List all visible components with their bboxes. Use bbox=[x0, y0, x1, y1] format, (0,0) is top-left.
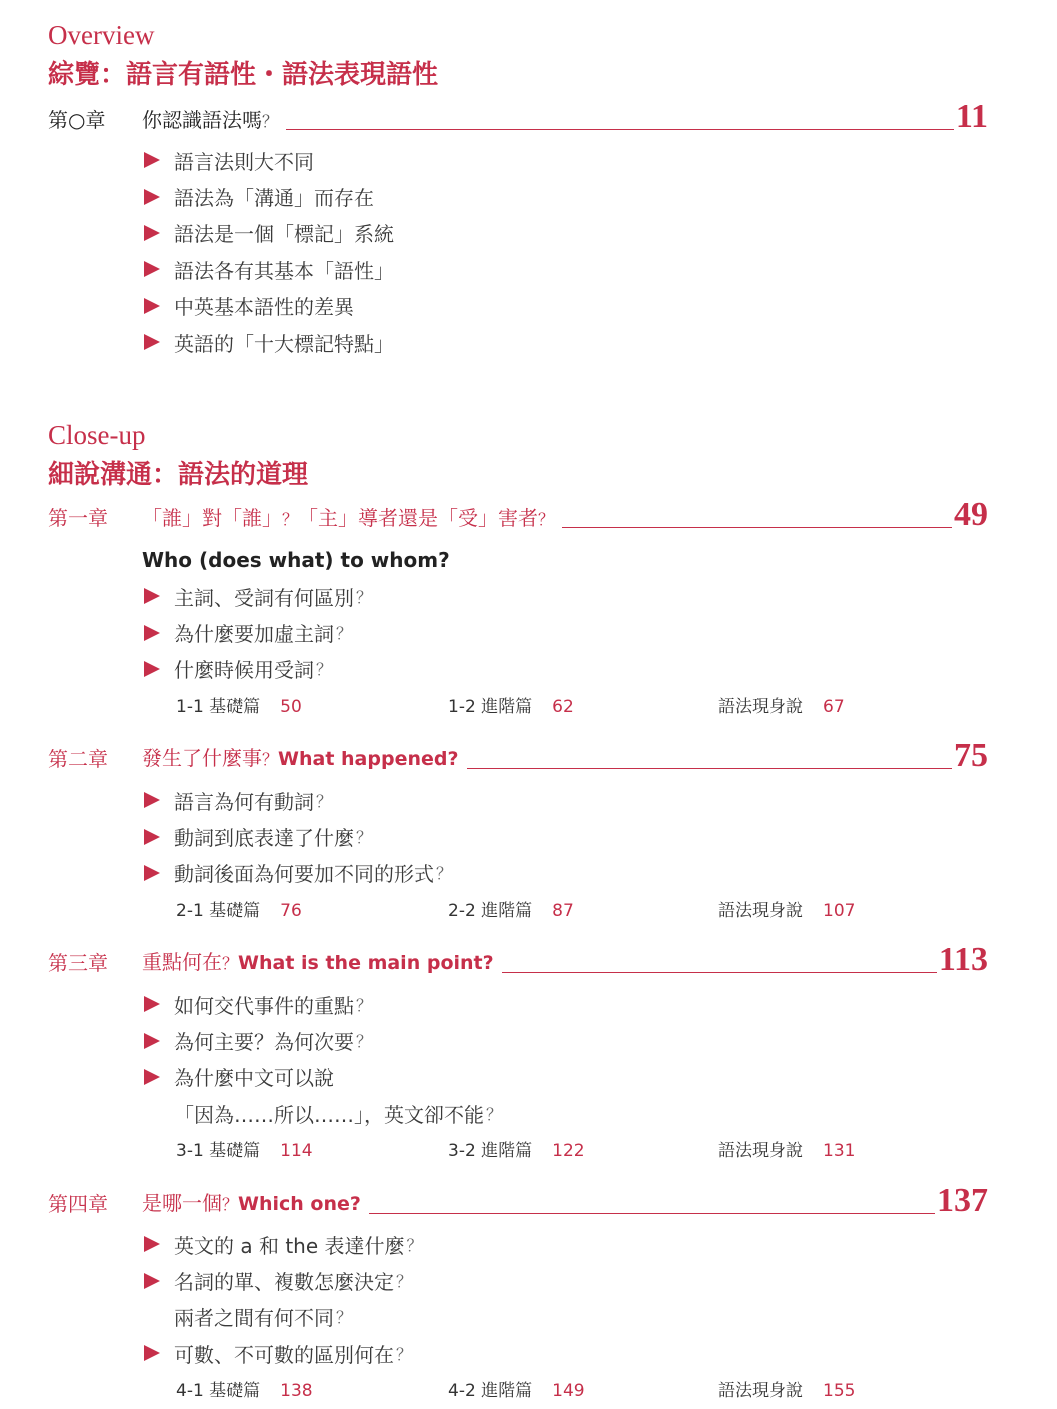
chapter-0-leader-line bbox=[286, 129, 954, 130]
chapter-0-row[interactable] bbox=[48, 96, 988, 136]
arrow-bullet-icon bbox=[144, 792, 160, 808]
chapter-1-title-part: 「主」導者還是「受」害者 bbox=[298, 506, 539, 530]
arrow-bullet-icon bbox=[144, 1236, 160, 1252]
list-item bbox=[142, 324, 394, 360]
bullet-q: ？ bbox=[356, 1032, 373, 1052]
list-item bbox=[142, 782, 452, 818]
chapter-4-title-en: Which one? bbox=[238, 1193, 361, 1215]
arrow-bullet-icon bbox=[144, 829, 160, 845]
chapter-2-sections bbox=[176, 899, 896, 923]
chapter-3-label: 第三章 bbox=[48, 951, 108, 975]
bullet-q: ？ bbox=[396, 1344, 413, 1364]
chapter-4-sections bbox=[176, 1379, 896, 1403]
bullet-text: 名詞的單、複數怎麼決定 bbox=[174, 1270, 394, 1295]
bullet-q: ？ bbox=[316, 660, 333, 680]
chapter-4-title-q: ？ bbox=[222, 1195, 239, 1214]
chapter-4-title bbox=[142, 1193, 361, 1220]
section-label: 語法現身說 bbox=[718, 901, 803, 921]
chapter-0-label: 第○章 bbox=[48, 108, 106, 132]
section-label: 2-2 進階篇 bbox=[448, 901, 533, 921]
chapter-3-page: 113 bbox=[938, 941, 988, 978]
section-label: 4-1 基礎篇 bbox=[176, 1381, 261, 1401]
arrow-bullet-icon bbox=[144, 1033, 160, 1049]
bullet-text: 什麼時候用受詞 bbox=[174, 658, 314, 683]
bullet-text: 為什麼中文可以說 bbox=[174, 1066, 334, 1091]
bullet-text: 如何交代事件的重點 bbox=[174, 993, 354, 1018]
section-label: 語法現身說 bbox=[718, 697, 803, 717]
chapter-2-bullets bbox=[142, 782, 452, 891]
section-label: 3-2 進階篇 bbox=[448, 1141, 533, 1161]
chapter-3-bullets bbox=[142, 986, 502, 1132]
closeup-heading-en: Close-up bbox=[48, 420, 146, 450]
section-entry[interactable] bbox=[718, 899, 855, 923]
chapter-2-row[interactable] bbox=[48, 735, 988, 775]
chapter-0-page: 11 bbox=[955, 98, 988, 135]
list-item bbox=[142, 251, 394, 287]
chapter-0-title-q: ？ bbox=[262, 112, 279, 131]
list-item bbox=[142, 614, 372, 650]
overview-heading-en: Overview bbox=[48, 20, 155, 50]
section-entry[interactable] bbox=[176, 695, 302, 719]
bullet-q: ？ bbox=[336, 624, 353, 644]
chapter-3-row[interactable] bbox=[48, 939, 988, 979]
bullet-q: ？ bbox=[356, 995, 373, 1015]
arrow-bullet-icon bbox=[144, 625, 160, 641]
list-item bbox=[142, 1226, 423, 1262]
chapter-1-title-part: 「誰」對「誰」 bbox=[142, 506, 282, 530]
list-item bbox=[142, 1335, 423, 1371]
chapter-1-title-q: ？ bbox=[538, 510, 555, 529]
chapter-1-subtitle: Who (does what) to whom? bbox=[142, 548, 450, 572]
section-page: 50 bbox=[280, 697, 302, 717]
chapter-3-title-q: ？ bbox=[222, 954, 239, 973]
arrow-bullet-icon bbox=[144, 225, 160, 241]
overview-heading-zh: 綜覽：語言有語性・語法表現語性 bbox=[48, 60, 439, 90]
section-entry[interactable] bbox=[718, 695, 845, 719]
arrow-bullet-icon bbox=[144, 334, 160, 350]
bullet-text: 為什麼要加虛主詞 bbox=[174, 622, 334, 647]
arrow-bullet-icon bbox=[144, 1069, 160, 1085]
section-entry[interactable] bbox=[718, 1379, 855, 1403]
arrow-bullet-icon bbox=[144, 661, 160, 677]
section-entry[interactable] bbox=[176, 1139, 313, 1163]
bullet-text: 「因為……所以……」，英文卻不能 bbox=[174, 1102, 484, 1127]
arrow-bullet-icon bbox=[144, 298, 160, 314]
bullet-q: ？ bbox=[486, 1104, 503, 1124]
bullet-text: 語法為「溝通」而存在 bbox=[174, 186, 374, 211]
chapter-2-title-q: ？ bbox=[262, 750, 279, 769]
section-entry[interactable] bbox=[176, 1379, 313, 1403]
section-label: 2-1 基礎篇 bbox=[176, 901, 261, 921]
section-page: 107 bbox=[823, 901, 856, 921]
chapter-2-label: 第二章 bbox=[48, 747, 108, 771]
section-label: 1-1 基礎篇 bbox=[176, 697, 261, 717]
chapter-4-row[interactable] bbox=[48, 1180, 988, 1220]
list-item bbox=[142, 215, 394, 251]
chapter-2-leader-line bbox=[467, 768, 953, 769]
section-page: 138 bbox=[280, 1381, 313, 1401]
section-page: 155 bbox=[823, 1381, 856, 1401]
chapter-1-title bbox=[142, 508, 554, 534]
chapter-1-label: 第一章 bbox=[48, 506, 108, 530]
chapter-4-page: 137 bbox=[937, 1182, 988, 1219]
chapter-3-leader-line bbox=[502, 972, 937, 973]
chapter-4-leader-line bbox=[369, 1213, 935, 1214]
bullet-text: 可數、不可數的區別何在 bbox=[174, 1342, 394, 1367]
section-entry[interactable] bbox=[448, 695, 574, 719]
chapter-1-sections bbox=[176, 695, 896, 719]
chapter-1-bullets bbox=[142, 578, 372, 687]
list-item bbox=[142, 578, 372, 614]
chapter-2-title-en: What happened? bbox=[278, 748, 459, 770]
bullet-q: ？ bbox=[336, 1308, 353, 1328]
section-label: 1-2 進階篇 bbox=[448, 697, 533, 717]
section-page: 149 bbox=[552, 1381, 585, 1401]
bullet-text: 語言法則大不同 bbox=[174, 149, 314, 174]
chapter-3-title bbox=[142, 952, 494, 979]
chapter-3-title-en: What is the main point? bbox=[238, 952, 494, 974]
chapter-2-page: 75 bbox=[954, 737, 988, 774]
bullet-text: 語法各有其基本「語性」 bbox=[174, 258, 394, 283]
bullet-text: 語言為何有動詞 bbox=[174, 789, 314, 814]
bullet-q: ？ bbox=[356, 587, 373, 607]
section-label: 4-2 進階篇 bbox=[448, 1381, 533, 1401]
chapter-1-title-q: ？ bbox=[282, 510, 299, 529]
bullet-q: ？ bbox=[436, 864, 453, 884]
list-item bbox=[142, 855, 452, 891]
bullet-q: ？ bbox=[356, 828, 373, 848]
bullet-text: 英文的 a 和 the 表達什麼 bbox=[174, 1233, 405, 1258]
section-label: 3-1 基礎篇 bbox=[176, 1141, 261, 1161]
section-entry[interactable] bbox=[448, 899, 574, 923]
bullet-q: ？ bbox=[396, 1272, 413, 1292]
list-item bbox=[142, 1262, 423, 1298]
chapter-1-page: 49 bbox=[954, 496, 988, 533]
section-entry[interactable] bbox=[718, 1139, 855, 1163]
section-page: 67 bbox=[823, 697, 845, 717]
list-item bbox=[142, 1022, 502, 1058]
bullet-text: 主詞、受詞有何區別 bbox=[174, 585, 354, 610]
chapter-3-sections bbox=[176, 1139, 896, 1163]
chapter-3-title-zh: 重點何在 bbox=[142, 950, 222, 974]
chapter-1-leader-line bbox=[562, 527, 952, 528]
list-item bbox=[142, 818, 452, 854]
list-item-continuation bbox=[142, 1299, 423, 1335]
arrow-bullet-icon bbox=[144, 865, 160, 881]
chapter-0-bullets bbox=[142, 142, 394, 360]
list-item bbox=[142, 1059, 502, 1095]
bullet-text: 中英基本語性的差異 bbox=[174, 295, 354, 320]
section-page: 122 bbox=[552, 1141, 585, 1161]
list-item bbox=[142, 288, 394, 324]
section-page: 131 bbox=[823, 1141, 856, 1161]
chapter-0-title bbox=[142, 110, 278, 136]
bullet-text: 為何主要？為何次要 bbox=[174, 1030, 354, 1055]
section-entry[interactable] bbox=[448, 1379, 585, 1403]
section-page: 76 bbox=[280, 901, 302, 921]
section-label: 語法現身說 bbox=[718, 1141, 803, 1161]
arrow-bullet-icon bbox=[144, 152, 160, 168]
chapter-0-title-zh: 你認識語法嗎 bbox=[142, 108, 262, 132]
section-entry[interactable] bbox=[448, 1139, 585, 1163]
list-item bbox=[142, 651, 372, 687]
section-label: 語法現身說 bbox=[718, 1381, 803, 1401]
chapter-2-title bbox=[142, 748, 459, 775]
arrow-bullet-icon bbox=[144, 189, 160, 205]
bullet-q: ？ bbox=[406, 1235, 423, 1255]
arrow-bullet-icon bbox=[144, 588, 160, 604]
chapter-4-title-zh: 是哪一個 bbox=[142, 1191, 222, 1215]
chapter-4-bullets bbox=[142, 1226, 423, 1372]
bullet-q: ？ bbox=[316, 791, 333, 811]
bullet-text: 語法是一個「標記」系統 bbox=[174, 222, 394, 247]
bullet-text: 動詞後面為何要加不同的形式 bbox=[174, 862, 434, 887]
list-item-continuation bbox=[142, 1095, 502, 1131]
chapter-1-row[interactable] bbox=[48, 494, 988, 534]
section-page: 114 bbox=[280, 1141, 313, 1161]
arrow-bullet-icon bbox=[144, 261, 160, 277]
bullet-text: 動詞到底表達了什麼 bbox=[174, 826, 354, 851]
list-item bbox=[142, 142, 394, 178]
section-entry[interactable] bbox=[176, 899, 302, 923]
list-item bbox=[142, 986, 502, 1022]
closeup-heading-zh: 細說溝通：語法的道理 bbox=[48, 460, 309, 490]
section-page: 62 bbox=[552, 697, 574, 717]
arrow-bullet-icon bbox=[144, 996, 160, 1012]
arrow-bullet-icon bbox=[144, 1273, 160, 1289]
bullet-text: 兩者之間有何不同 bbox=[174, 1306, 334, 1331]
section-page: 87 bbox=[552, 901, 574, 921]
chapter-4-label: 第四章 bbox=[48, 1192, 108, 1216]
chapter-2-title-zh: 發生了什麼事 bbox=[142, 746, 262, 770]
list-item bbox=[142, 178, 394, 214]
bullet-text: 英語的「十大標記特點」 bbox=[174, 331, 394, 356]
arrow-bullet-icon bbox=[144, 1345, 160, 1361]
